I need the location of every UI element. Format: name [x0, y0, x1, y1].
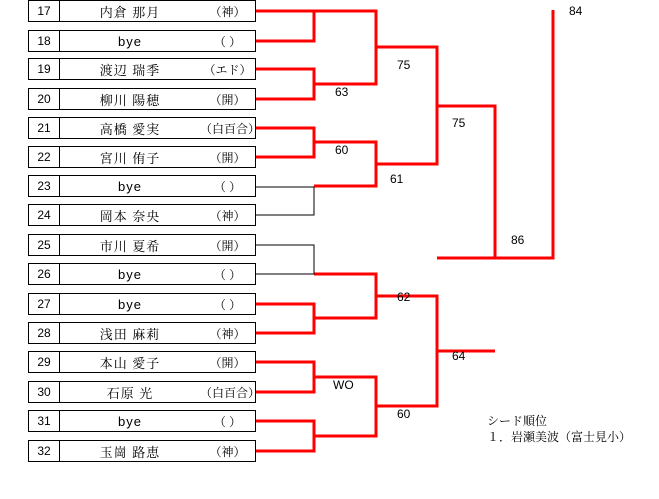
entry-number: 27 — [37, 297, 51, 311]
bracket-entry[interactable] — [28, 293, 256, 315]
entry-number: 22 — [37, 150, 51, 164]
entry-name: bye — [118, 178, 142, 194]
match-score: WO — [333, 378, 354, 392]
entry-name: bye — [118, 266, 142, 282]
bracket-entry[interactable] — [28, 204, 256, 226]
match-score: 64 — [452, 349, 466, 363]
bracket-entry[interactable] — [28, 381, 261, 403]
entry-club: （白百合） — [200, 385, 261, 400]
entry-number: 19 — [37, 62, 51, 76]
seed-ranking-title: シード順位 — [487, 414, 548, 428]
bracket-entry[interactable] — [28, 146, 256, 168]
bracket-entry[interactable] — [28, 234, 256, 256]
entry-club: （開） — [209, 92, 246, 107]
entry-number: 29 — [37, 355, 51, 369]
match-score: 62 — [397, 290, 411, 304]
entry-name: bye — [118, 296, 142, 312]
entry-number: 24 — [37, 208, 51, 222]
match-score: 75 — [397, 58, 411, 72]
entry-number: 20 — [37, 92, 51, 106]
entry-club: （ ） — [213, 179, 242, 194]
bracket-entry[interactable] — [28, 175, 256, 197]
bracket-entry[interactable] — [28, 410, 256, 432]
entry-number: 21 — [37, 121, 51, 135]
entry-name: 浅田 麻莉 — [99, 326, 161, 342]
entry-name: bye — [118, 33, 142, 49]
match-score: 61 — [390, 172, 404, 186]
entry-club: （神） — [209, 326, 246, 341]
entry-number: 32 — [37, 444, 51, 458]
bracket-entry[interactable] — [28, 263, 256, 285]
bracket-entry[interactable] — [28, 0, 256, 22]
entry-number: 28 — [37, 326, 51, 340]
entry-club: （神） — [209, 208, 246, 223]
match-score: 63 — [335, 85, 349, 99]
bracket-entry[interactable] — [28, 58, 256, 80]
entry-club: （ ） — [213, 267, 242, 282]
entry-club: （白百合） — [200, 121, 261, 136]
bracket-entry[interactable] — [28, 117, 261, 139]
entry-club: （ ） — [213, 297, 242, 312]
entry-number: 23 — [37, 179, 51, 193]
entry-club: （神） — [209, 444, 246, 459]
match-score: 86 — [511, 233, 525, 247]
entry-number: 25 — [37, 238, 51, 252]
match-score: 60 — [335, 143, 349, 157]
match-score: 84 — [569, 4, 583, 18]
seed-ranking-entry-1: １．岩瀬美波（富士見小） — [487, 430, 632, 444]
bracket-entry[interactable] — [28, 88, 256, 110]
match-score: 60 — [397, 407, 411, 421]
bracket-entry[interactable] — [28, 351, 256, 373]
entry-number: 31 — [37, 414, 51, 428]
entry-number: 26 — [37, 267, 51, 281]
entry-club: （エド） — [203, 62, 252, 77]
bracket-entry[interactable] — [28, 322, 256, 344]
bracket-entry[interactable] — [28, 440, 256, 462]
entry-number: 18 — [37, 34, 51, 48]
entry-name: 石原 光 — [106, 385, 154, 401]
bracket-entry[interactable] — [28, 30, 256, 52]
entry-club: （ ） — [213, 414, 242, 429]
entry-name: 玉崗 路恵 — [99, 444, 161, 460]
entry-club: （ ） — [213, 34, 242, 49]
entry-name: 高橋 愛実 — [99, 121, 161, 137]
entry-number: 30 — [37, 385, 51, 399]
entry-club: （開） — [209, 150, 246, 165]
entry-number: 17 — [37, 4, 51, 18]
seed-ranking-note — [487, 413, 631, 445]
entry-name: bye — [118, 413, 142, 429]
match-score: 75 — [452, 116, 466, 130]
entry-name: 宮川 侑子 — [99, 150, 161, 166]
entry-club: （神） — [209, 4, 246, 19]
entry-name: 本山 愛子 — [99, 355, 161, 371]
entry-name: 内倉 那月 — [99, 4, 161, 20]
entry-name: 市川 夏希 — [99, 238, 161, 254]
entry-name: 柳川 陽穂 — [99, 92, 161, 108]
entry-name: 渡辺 瑞季 — [99, 62, 161, 78]
entry-club: （開） — [209, 238, 246, 253]
entry-name: 岡本 奈央 — [99, 208, 161, 224]
entry-club: （開） — [209, 355, 246, 370]
